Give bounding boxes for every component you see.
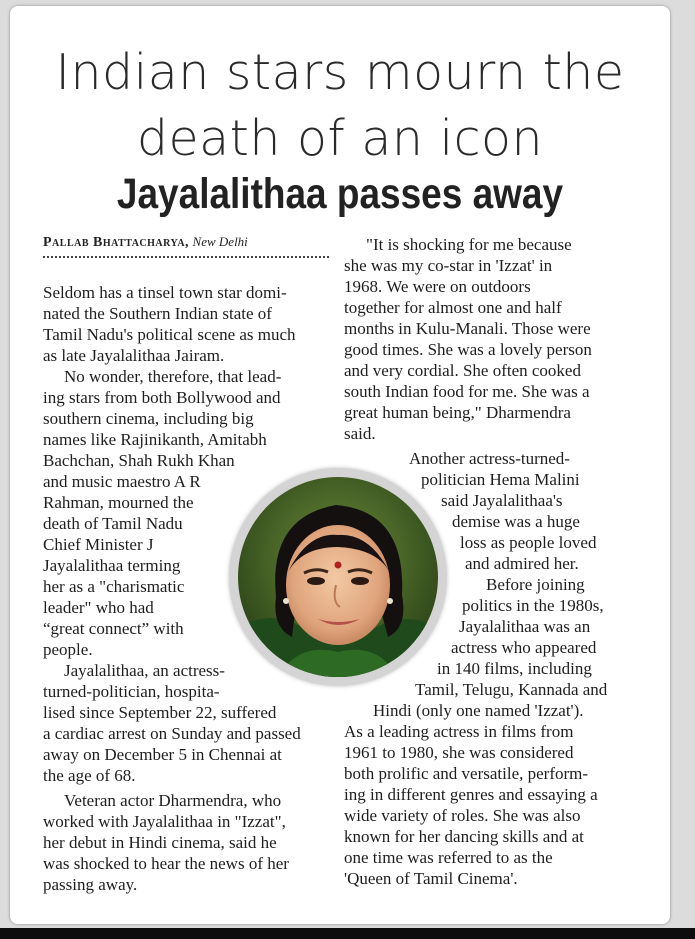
body-line: wide variety of roles. She was also <box>344 806 581 825</box>
bottom-border <box>0 928 695 939</box>
body-line: the age of 68. <box>43 766 136 785</box>
body-line: “great connect” with <box>43 619 184 638</box>
body-line: passing away. <box>43 875 138 894</box>
body-line: Before joining <box>486 575 585 594</box>
body-line: Jayalalithaa was an <box>459 617 591 636</box>
body-line: politics in the 1980s, <box>462 596 604 615</box>
body-line: said. <box>344 424 376 443</box>
body-line: a cardiac arrest on Sunday and passed <box>43 724 301 743</box>
body-line: turned-politician, hospita- <box>43 682 220 701</box>
body-line: south Indian food for me. She was a <box>344 382 590 401</box>
body-line: Another actress-turned- <box>409 449 570 468</box>
body-line: months in Kulu-Manali. Those were <box>344 319 591 338</box>
body-line: one time was referred to as the <box>344 848 553 867</box>
body-line: her debut in Hindi cinema, said he <box>43 833 277 852</box>
body-line: said Jayalalithaa's <box>441 491 563 510</box>
body-line: 'Queen of Tamil Cinema'. <box>344 869 518 888</box>
body-line: southern cinema, including big <box>43 409 254 428</box>
body-line: Seldom has a tinsel town star domi- <box>43 283 287 302</box>
body-line: Jayalalithaa, an actress- <box>64 661 225 680</box>
body-line: Tamil, Telugu, Kannada and <box>415 680 608 699</box>
body-line: names like Rajinikanth, Amitabh <box>43 430 267 449</box>
body-line: loss as people loved <box>460 533 597 552</box>
body-line: "It is shocking for me because <box>366 235 572 254</box>
body-line: known for her dancing skills and at <box>344 827 584 846</box>
body-line: was shocked to hear the news of her <box>43 854 289 873</box>
body-line: nated the Southern Indian state of <box>43 304 272 323</box>
body-line: and very cordial. She often cooked <box>344 361 581 380</box>
body-line: leader" who had <box>43 598 154 617</box>
body-line: in 140 films, including <box>437 659 592 678</box>
byline <box>43 234 333 251</box>
body-line: great human being," Dharmendra <box>344 403 571 422</box>
body-line: death of Tamil Nadu <box>43 514 183 533</box>
body-line: good times. She was a lovely person <box>344 340 592 359</box>
body-line: Tamil Nadu's political scene as much <box>43 325 296 344</box>
body-line: together for almost one and half <box>344 298 562 317</box>
body-line: she was my co-star in 'Izzat' in <box>344 256 553 275</box>
dotted-rule <box>43 256 329 258</box>
body-line: both prolific and versatile, perform- <box>344 764 589 783</box>
body-line: ing in different genres and essaying a <box>344 785 598 804</box>
body-line: as late Jayalalithaa Jairam. <box>43 346 225 365</box>
author-name: Pallab Bhattacharya, <box>43 235 190 250</box>
body-line: away on December 5 in Chennai at <box>43 745 282 764</box>
body-line: and admired her. <box>465 554 579 573</box>
body-line: actress who appeared <box>451 638 597 657</box>
body-line: worked with Jayalalithaa in "Izzat", <box>43 812 286 831</box>
body-line: 1968. We were on outdoors <box>344 277 531 296</box>
headline: Indian stars mourn the death of an icon <box>55 44 625 167</box>
body-line: Jayalalithaa terming <box>43 556 181 575</box>
body-line: As a leading actress in films from <box>344 722 574 741</box>
body-line: 1961 to 1980, she was considered <box>344 743 574 762</box>
body-line: her as a "charismatic <box>43 577 185 596</box>
body-line: people. <box>43 640 93 659</box>
body-line: and music maestro A R <box>43 472 201 491</box>
body-line: politician Hema Malini <box>421 470 580 489</box>
photo-frame <box>229 468 447 686</box>
body-line: Bachchan, Shah Rukh Khan <box>43 451 235 470</box>
subheadline: Jayalalithaa passes away <box>116 170 564 218</box>
body-line: Chief Minister J <box>43 535 154 554</box>
body-line: lised since September 22, suffered <box>43 703 277 722</box>
body-line: Hindi (only one named 'Izzat'). <box>373 701 584 720</box>
body-line: Rahman, mourned the <box>43 493 194 512</box>
dateline-location: New Delhi <box>192 234 248 249</box>
body-line: ing stars from both Bollywood and <box>43 388 281 407</box>
portrait-photo-icon <box>238 477 438 677</box>
body-line: Veteran actor Dharmendra, who <box>64 791 282 810</box>
body-line: demise was a huge <box>452 512 580 531</box>
body-line: No wonder, therefore, that lead- <box>64 367 282 386</box>
